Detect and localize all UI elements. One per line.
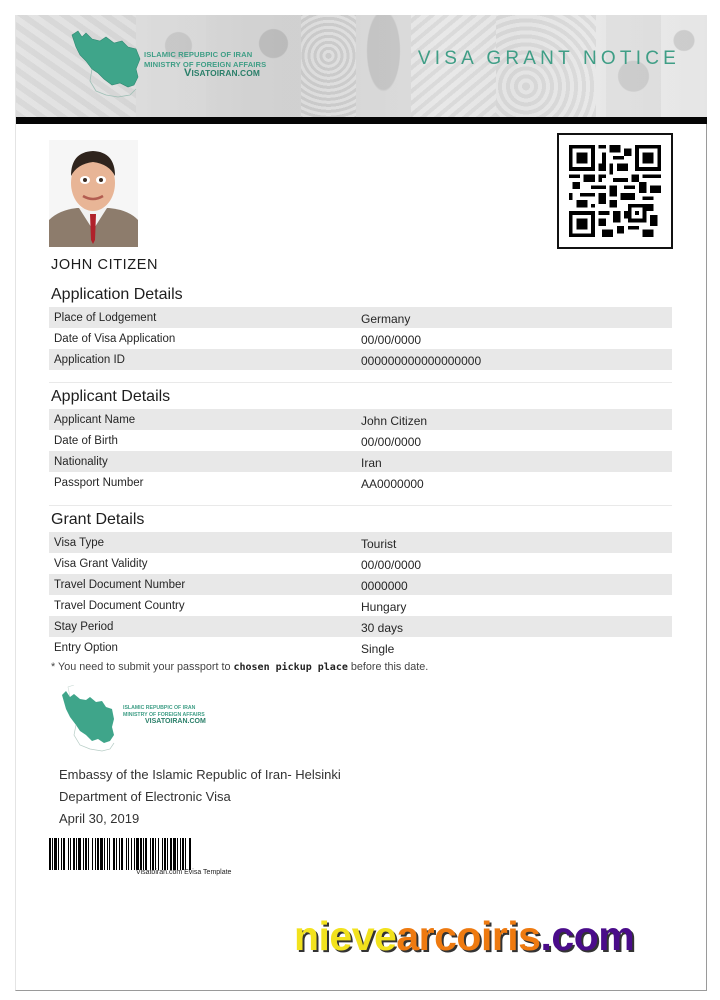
row-label: Visa Grant Validity — [54, 557, 148, 570]
embassy-name: Embassy of the Islamic Republic of Iran- Helsinki — [59, 767, 341, 782]
row-label: Travel Document Number — [54, 578, 186, 591]
table-row — [49, 574, 672, 595]
issue-date: April 30, 2019 — [59, 811, 140, 826]
passport-photo — [49, 140, 138, 247]
row-label: Travel Document Country — [54, 599, 185, 612]
section-title: Grant Details — [51, 511, 145, 528]
org-line-1: ISLAMIC REPUBPIC OF IRAN — [123, 705, 196, 711]
row-value: Single — [361, 642, 395, 656]
applicant-details-section — [49, 385, 672, 506]
table-row — [49, 451, 672, 472]
qr-code — [557, 133, 673, 249]
grant-details-table — [49, 532, 672, 658]
org-line-1: ISLAMIC REPUBPIC OF IRAN — [144, 50, 253, 59]
note-prefix: * You need to submit your passport to — [51, 661, 234, 673]
document-title: VISA GRANT NOTICE — [417, 48, 680, 69]
table-row — [49, 637, 672, 658]
barcode-bar — [191, 838, 192, 870]
row-value: 000000000000000000 — [361, 354, 482, 368]
row-label: Nationality — [54, 455, 108, 468]
row-label: Visa Type — [54, 536, 105, 549]
table-row — [49, 307, 672, 328]
watermark — [294, 913, 634, 960]
qr-code-icon — [569, 145, 661, 237]
row-value: Tourist — [361, 537, 397, 551]
section-title: Application Details — [51, 286, 183, 303]
ministry-label — [144, 50, 266, 79]
department-name: Department of Electronic Visa — [59, 789, 231, 804]
row-label: Applicant Name — [54, 413, 136, 426]
row-value: 00/00/0000 — [361, 558, 422, 572]
note-suffix: before this date. — [347, 661, 429, 673]
banner-portrait-tile — [301, 15, 356, 117]
row-value: Germany — [361, 312, 411, 326]
footer-logo — [58, 685, 258, 757]
org-site — [123, 719, 206, 726]
row-label: Entry Option — [54, 641, 118, 654]
row-value: 00/00/0000 — [361, 333, 422, 347]
pickup-note — [51, 661, 428, 673]
org-site — [144, 69, 266, 79]
watermark-part-1: nieve — [294, 913, 397, 959]
org-site-rest: ISATOIRAN.COM — [149, 717, 206, 725]
row-label: Passport Number — [54, 476, 144, 489]
iran-map-icon — [58, 685, 128, 757]
row-label: Stay Period — [54, 620, 114, 633]
header-banner — [16, 15, 707, 117]
table-row — [49, 430, 672, 451]
section-title: Applicant Details — [51, 388, 171, 405]
section-divider — [49, 505, 672, 506]
org-site-initial: V — [184, 67, 192, 80]
table-row — [49, 532, 672, 553]
org-site-rest: ISATOIRAN.COM — [191, 68, 260, 79]
row-value: Hungary — [361, 600, 407, 614]
holder-name: JOHN CITIZEN — [51, 257, 159, 273]
org-site-initial: V — [145, 717, 150, 725]
watermark-part-3: .com — [540, 913, 635, 959]
table-row — [49, 349, 672, 370]
row-value: John Citizen — [361, 414, 428, 428]
application-details-table — [49, 307, 672, 370]
note-emphasis: chosen pickup place — [233, 662, 348, 673]
row-value: 30 days — [361, 621, 404, 635]
visa-document — [15, 15, 707, 991]
row-label: Date of Birth — [54, 434, 118, 447]
section-divider — [49, 382, 672, 383]
ministry-label — [123, 705, 206, 725]
person-photo-icon — [49, 140, 138, 247]
table-row — [49, 616, 672, 637]
row-value: 0000000 — [361, 579, 408, 593]
org-line-2: MINISTRY OF FOREIGN AFFAIRS — [123, 711, 205, 718]
banner-portrait-tile — [356, 15, 411, 117]
table-row — [49, 409, 672, 430]
barcode — [49, 838, 337, 870]
row-value: Iran — [361, 456, 382, 470]
application-details-section — [49, 283, 672, 383]
table-row — [49, 595, 672, 616]
row-label: Application ID — [54, 353, 125, 366]
grant-details-section — [49, 508, 672, 658]
row-value: 00/00/0000 — [361, 435, 422, 449]
org-line-2: MINISTRY OF FOREIGN AFFAIRS — [144, 59, 267, 69]
barcode-label: Visatoiran.com Evisa Template — [136, 869, 232, 876]
table-row — [49, 553, 672, 574]
applicant-details-table — [49, 409, 672, 493]
row-label: Date of Visa Application — [54, 332, 176, 345]
row-value: AA0000000 — [361, 477, 424, 491]
table-row — [49, 472, 672, 493]
table-row — [49, 328, 672, 349]
header-divider-bar — [16, 117, 707, 124]
row-label: Place of Lodgement — [54, 311, 157, 324]
watermark-part-2: arcoiris — [396, 913, 541, 959]
